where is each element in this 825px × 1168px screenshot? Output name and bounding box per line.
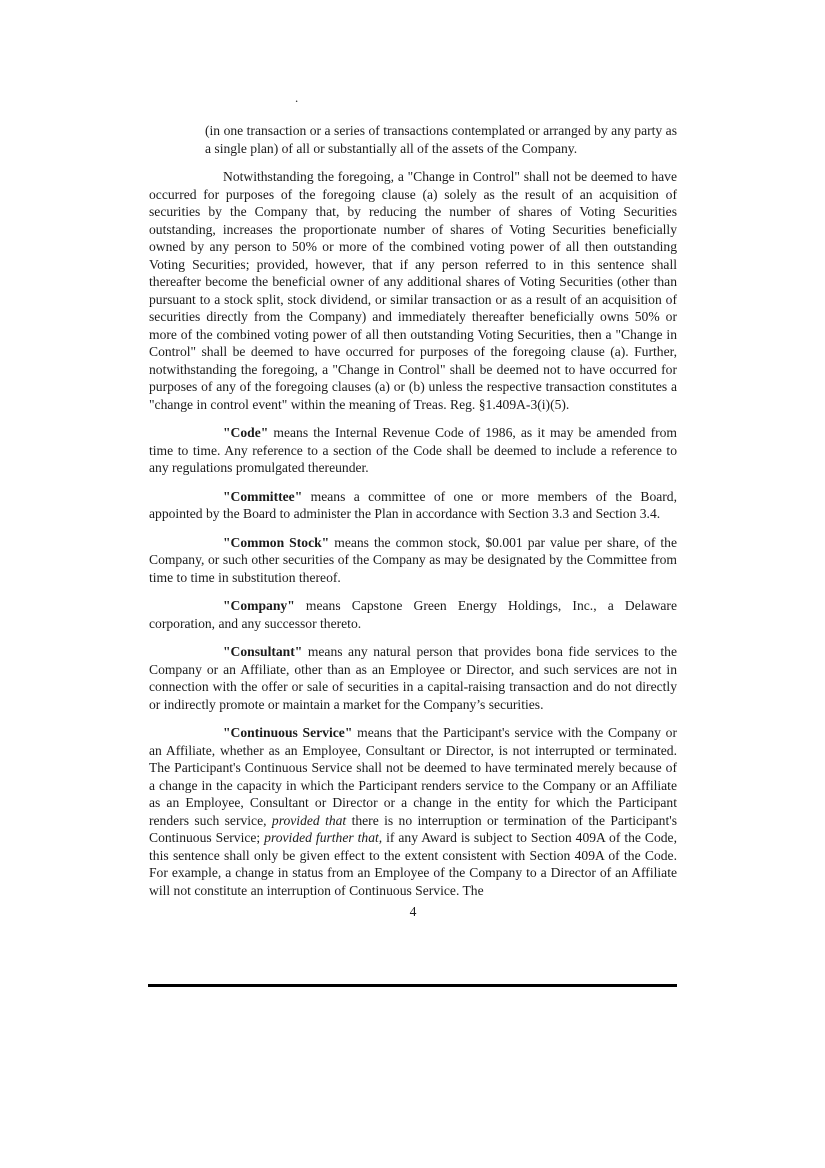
continuous-service-definition xyxy=(149,724,677,899)
consultant-definition xyxy=(149,643,677,713)
committee-definition xyxy=(149,488,677,523)
common-stock-definition xyxy=(149,534,677,587)
committee-term: "Committee" xyxy=(223,488,303,504)
page-number: 4 xyxy=(409,904,417,919)
continuous-service-term: "Continuous Service" xyxy=(223,725,353,740)
code-definition xyxy=(149,424,677,477)
consultant-term: "Consultant" xyxy=(223,644,303,659)
code-term: "Code" xyxy=(223,425,269,440)
provided-further-that-phrase: provided further that, xyxy=(264,830,383,845)
document-body xyxy=(149,122,677,921)
continuous-service-body-2: there is no interruption or termination of the Participant's Continuous Service; xyxy=(149,812,677,845)
footer-rule xyxy=(148,984,677,987)
company-definition xyxy=(149,597,677,632)
change-in-control-paragraph: Notwithstanding the foregoing, a "Change in Control" shall not be deemed to have occurred for purposes of the foregoing clause (a) solely as the result of an acquisition of securities by the Company that, by reducing the number of shares of Voting Securities outstanding, increases the proportionate number of shares of Voting Securities beneficially owned by any person to 50% or more of the combined voting power of all then outstanding Voting Securities; provided, however, that if any person referred to in this sentence shall thereafter become the beneficial owner of any additional shares of Voting Securities (other than pursuant to a stock split, stock dividend, or similar transaction or as a result of an acquisition of securities directly from the Company) and immediately thereafter beneficially owns 50% or more of the combined voting power of all then outstanding Voting Securities, then a "Change in Control" shall be deemed to have occurred for purposes of the foregoing clause (a). Further, notwithstanding the foregoing, a "Change in Control" shall be deemed not to have occurred for purposes of any of the foregoing clauses (a) or (b) unless the respective transaction constitutes a "change in control event" within the meaning of Treas. Reg. §1.409A-3(i)(5). xyxy=(149,169,677,412)
common-stock-body: means the common stock, $0.001 par value per share, of the Company, or such other securities of the Company as may be designated by the Committee from time to time in substitution thereof. xyxy=(149,534,677,585)
provided-that-phrase: provided that xyxy=(271,812,347,828)
stray-mark: . xyxy=(295,90,299,105)
company-term: "Company" xyxy=(223,598,295,613)
continuous-service-body-1: means that the Participant's service with the Company or an Affiliate, whether as an Employee, Consultant or Director, is not interrupted or terminated. The Participant's Continuous Service shall not be deemed to have terminated merely because of a change in the capacity in which the Participant renders service to the Company or an Affiliate as an Employee, Consultant or Director or a change in the entity for which the Participant renders such service, xyxy=(149,725,677,828)
committee-body: means a committee of one or more members of the Board, appointed by the Board to administer the Plan in accordance with Section 3.3 and Section 3.4. xyxy=(149,488,677,521)
continuous-service-body-3: if any Award is subject to Section 409A of the Code, this sentence shall only be given effect to the extent consistent with Section 409A of the Code. For example, a change in status from an Employee of the Company to a Director of an Affiliate will not constitute an interruption of Continuous Service. The xyxy=(149,830,677,898)
clause-paragraph: (in one transaction or a series of transactions contemplated or arranged by any party as a single plan) of all or substantially all of the assets of the Company. xyxy=(205,123,677,156)
consultant-body: means any natural person that provides bona fide services to the Company or an Affiliate, other than as an Employee or Director, and such services are not in connection with the offer or sale of securities in a capital-raising transaction and do not directly or indirectly promote or maintain a market for the Company’s securities. xyxy=(149,644,677,712)
company-body: means Capstone Green Energy Holdings, Inc., a Delaware corporation, and any successor thereto. xyxy=(149,598,677,631)
code-body: means the Internal Revenue Code of 1986, as it may be amended from time to time. Any reference to a section of the Code shall be deemed to include a reference to any regulations promulgated thereunder. xyxy=(149,425,677,475)
common-stock-term: "Common Stock" xyxy=(223,534,330,550)
